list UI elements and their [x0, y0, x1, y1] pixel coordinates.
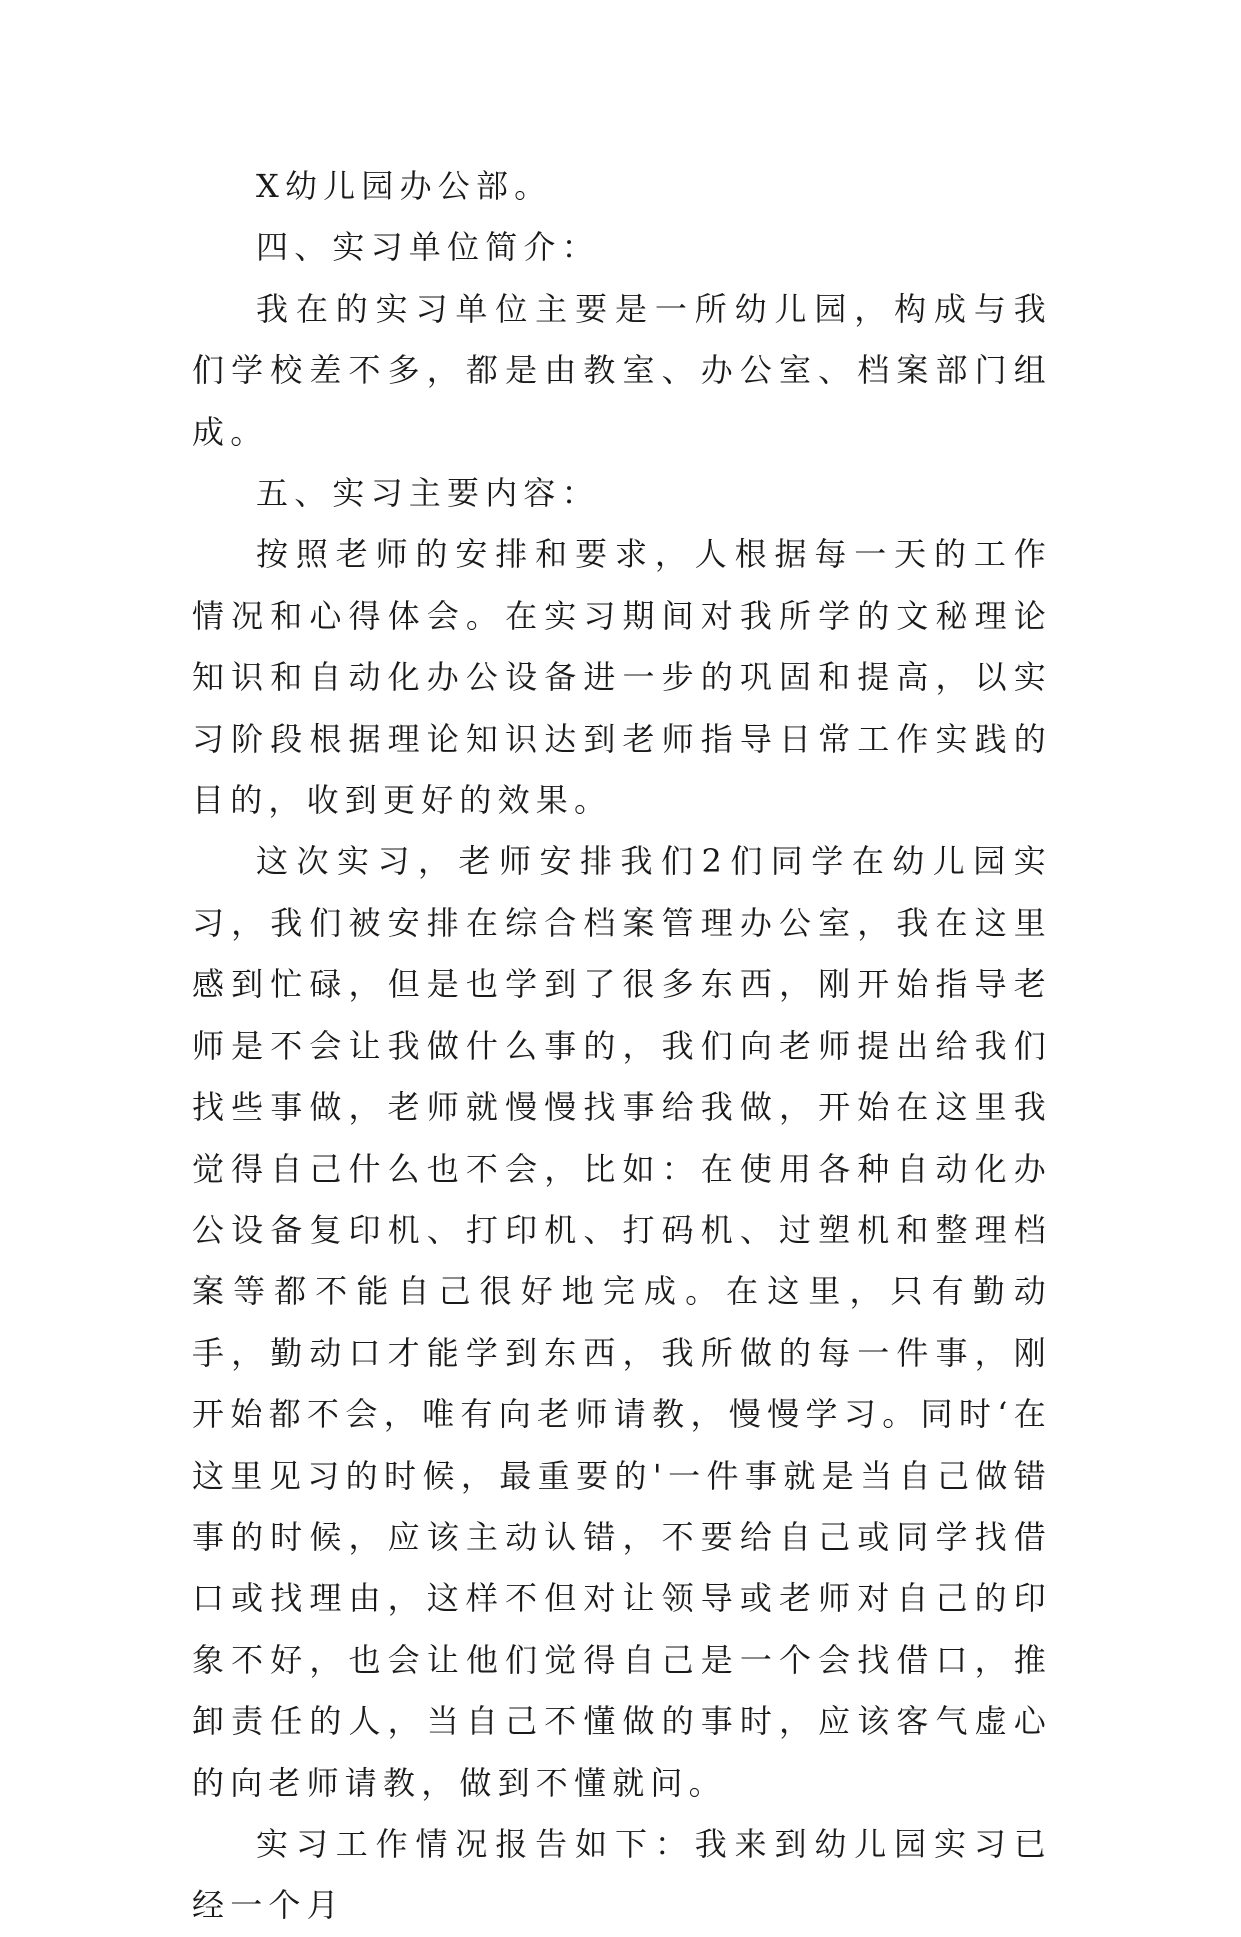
document-body — [192, 156, 1052, 1937]
paragraph-internship-experience: 这次实习，老师安排我们2们同学在幼儿园实习，我们被安排在综合档案管理办公室，我在这里感到忙碌，但是也学到了很多东西，刚开始指导老师是不会让我做什么事的，我们向老师提出给我们找些事做，老师就慢慢找事给我做，开始在这里我觉得自己什么也不会，比如：在使用各种自动化办公设备复印机、打印机、打码机、过塑机和整理档案等都不能自己很好地完成。在这里，只有勤动手，勤动口才能学到东西，我所做的每一件事，刚开始都不会，唯有向老师请教，慢慢学习。同时‘在这里见习的时候，最重要的'一件事就是当自己做错事的时候，应该主动认错，不要给自己或同学找借口或找理由，这样不但对让领导或老师对自己的印象不好，也会让他们觉得自己是一个会找借口，推卸责任的人，当自己不懂做的事时，应该客气虚心的向老师请教，做到不懂就问。 — [192, 842, 1052, 1802]
paragraph-main-content: 按照老师的安排和要求，人根据每一天的工作情况和心得体会。在实习期间对我所学的文秘理论知识和自动化办公设备进一步的巩固和提高，以实习阶段根据理论知识达到老师指导日常工作实践的目的，收到更好的效果。 — [192, 535, 1052, 820]
paragraph-office-department: X幼儿园办公部。 — [256, 167, 553, 205]
paragraph-unit-intro: 我在的实习单位主要是一所幼儿园，构成与我们学校差不多，都是由教室、办公室、档案部门组成。 — [192, 289, 1052, 451]
heading-main-content: 五、实习主要内容： — [256, 474, 600, 513]
paragraph-work-report: 实习工作情况报告如下：我来到幼儿园实习已经一个月 — [192, 1824, 1052, 1925]
heading-unit-intro: 四、实习单位简介： — [256, 228, 600, 267]
